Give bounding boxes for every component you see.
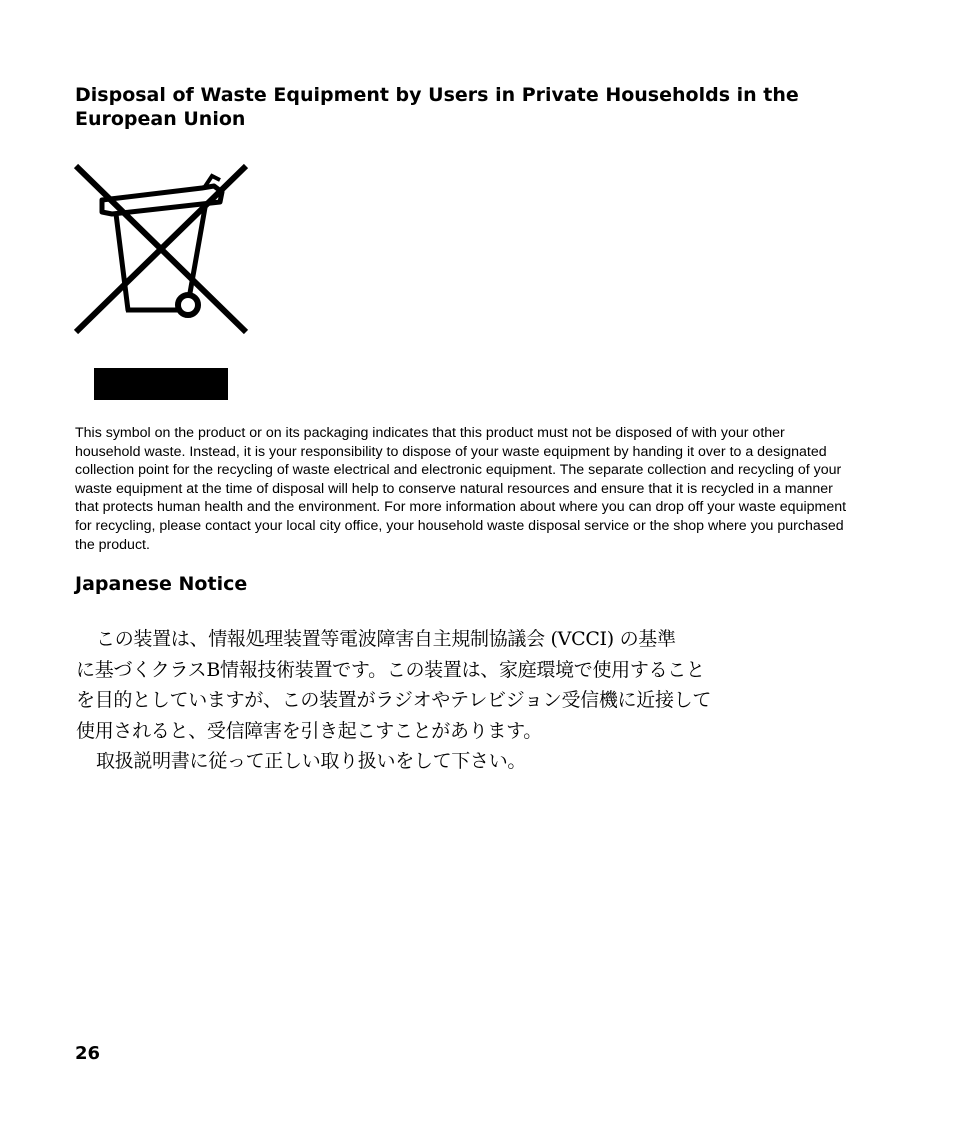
eu-disposal-heading: Disposal of Waste Equipment by Users in Private Households in the European Union <box>75 84 799 130</box>
page-number: 26 <box>75 1043 101 1064</box>
japanese-notice-heading: Japanese Notice <box>75 573 248 595</box>
japanese-notice-line: この装置は、情報処理装置等電波障害自主規制協議会 (VCCI) の基準 <box>96 628 676 650</box>
japanese-notice-text <box>76 624 776 777</box>
japanese-notice-line: 取扱説明書に従って正しい取り扱いをして下さい。 <box>96 750 527 772</box>
japanese-notice-line: を目的としていますが、この装置がラジオやテレビジョン受信機に近接して <box>76 689 712 711</box>
crossed-out-wheelie-bin-icon <box>72 160 250 405</box>
eu-disposal-paragraph: This symbol on the product or on its packaging indicates that this product must not be disposed of with your other household waste. Instead, it is your responsibility to dispose of your waste equipment by handing it over to a designated collection point for the recycling of waste electrical and electronic equipment. The separate collection and recycling of your waste equipment at the time of disposal will help to conserve natural resources and ensure that it is recycled in a manner that protects human health and the environment. For more information about where you can drop off your waste equipment for recycling, please contact your local city office, your household waste disposal service or the shop where you purchased the product. <box>75 425 847 553</box>
japanese-notice-line: に基づくクラスB情報技術装置です。この装置は、家庭環境で使用すること <box>76 658 705 681</box>
japanese-notice-line: 使用されると、受信障害を引き起こすことがあります。 <box>76 719 542 742</box>
